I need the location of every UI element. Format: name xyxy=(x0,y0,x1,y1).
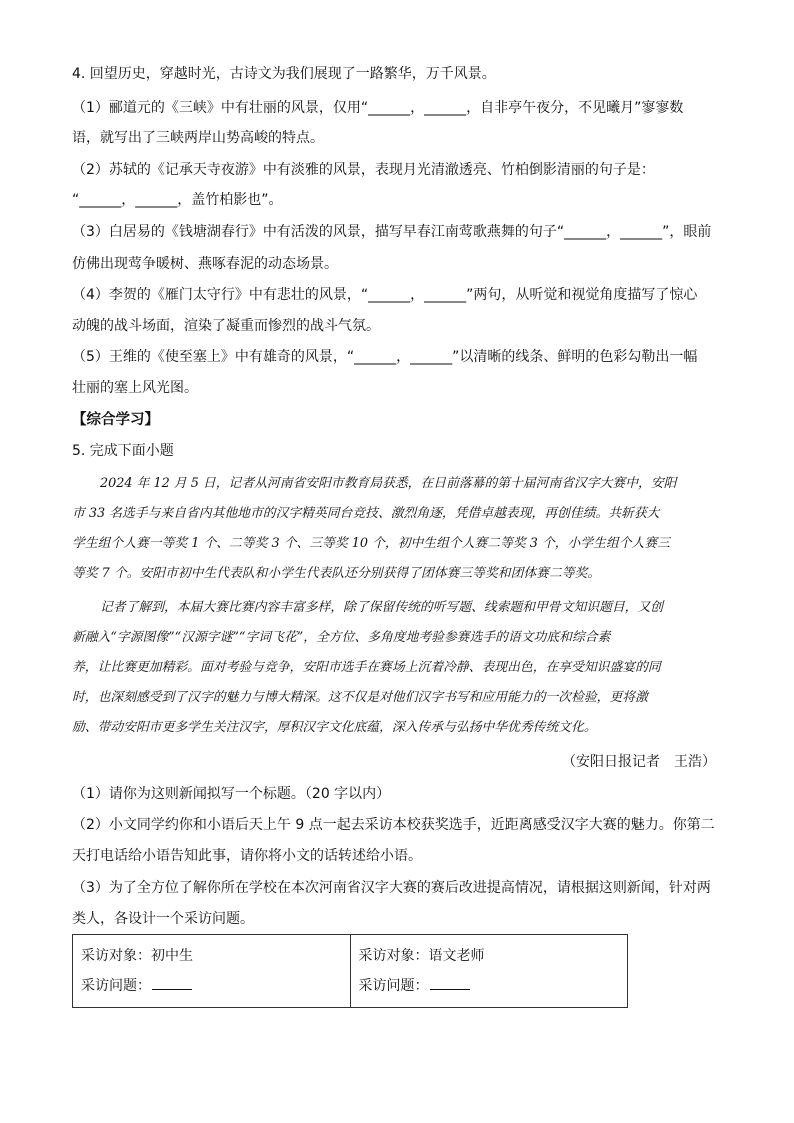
section-heading: 【综合学习】 xyxy=(72,412,159,428)
q4-sub2-line2: “______，______，盖竹柏影也”。 xyxy=(72,192,283,208)
interview-question-label: 采访问题： xyxy=(81,978,151,994)
news-paragraph-line: 励、带动安阳市更多学生关注汉字，厚积汉字文化底蕴，深入传承与弘扬中华优秀传统文化。 xyxy=(72,720,597,735)
news-paragraph-line: 学生组个人赛一等奖 1 个、二等奖 3 个、三等奖 10 个，初中生组个人赛二等奖 3 个，小学生组个人赛三 xyxy=(72,536,670,551)
news-paragraph-line: 2024 年 12 月 5 日，记者从河南省安阳市教育局获悉，在日前落幕的第十届河南省汉字大赛中，安阳 xyxy=(100,476,677,491)
q5-sub1: （1）请你为这则新闻拟写一个标题。（20 字以内） xyxy=(72,786,391,802)
q4-sub4-line2: 动魄的战斗场面，渲染了凝重而惨烈的战斗气氛。 xyxy=(72,318,380,334)
interview-target-label: 采访对象：语文老师 xyxy=(358,948,485,964)
news-paragraph-line: 记者了解到，本届大赛比赛内容丰富多样，除了保留传统的听写题、线索题和甲骨文知识题目，又创 xyxy=(100,600,664,615)
answer-blank[interactable] xyxy=(152,975,192,990)
q4-title: 4. 回望历史，穿越时光，古诗文为我们展现了一路繁华，万千风景。 xyxy=(72,66,496,82)
q4-sub4-line1: （4）李贺的《雁门太守行》中有悲壮的风景，“______，______”两句，从听觉和视觉角度描写了惊心 xyxy=(72,287,698,303)
interview-question-row xyxy=(81,971,342,1001)
q4-sub1-line2: 语，就写出了三峡两岸山势高峻的特点。 xyxy=(72,130,324,146)
news-paragraph-line: 养，让比赛更加精彩。面对考验与竞争，安阳市选手在赛场上沉着冷静、表现出色，在享受知识盛宴的同 xyxy=(72,660,661,675)
news-paragraph-line: 新融入“字源图像”“汉源字谜”“字词飞花”，全方位、多角度地考验参赛选手的语文功底和综合素 xyxy=(72,630,611,645)
q5-sub2-line2: 天打电话给小语告知此事，请你将小文的话转述给小语。 xyxy=(72,848,422,864)
interview-question-row xyxy=(359,971,620,1001)
interview-target-label: 采访对象：初中生 xyxy=(81,948,193,964)
q4-sub3-line2: 仿佛出现莺争暖树、燕啄春泥的动态场景。 xyxy=(72,256,338,272)
q4-sub5-line2: 壮丽的塞上风光图。 xyxy=(72,380,198,396)
interview-cell-teacher xyxy=(350,935,628,1008)
q4-sub1-line1: （1）郦道元的《三峡》中有壮丽的风景，仅用“______，______，自非亭午夜分，不见曦月”寥寥数 xyxy=(72,100,684,116)
q5-title: 5. 完成下面小题 xyxy=(72,443,174,459)
interview-question-label: 采访问题： xyxy=(358,978,429,994)
q5-sub3-line1: （3）为了全方位了解你所在学校在本次河南省汉字大赛的赛后改进提高情况，请根据这则新闻，针对两 xyxy=(72,880,711,896)
q4-sub5-line1: （5）王维的《使至塞上》中有雄奇的风景，“______，______”以清晰的线条、鲜明的色彩勾勒出一幅 xyxy=(72,349,698,365)
q5-sub3-line2: 类人，各设计一个采访问题。 xyxy=(72,911,254,927)
news-paragraph-line: 时，也深刻感受到了汉字的魅力与博大精深。这不仅是对他们汉字书写和应用能力的一次检验，更将激 xyxy=(72,690,648,705)
news-paragraph-line: 市 33 名选手与来自省内其他地市的汉字精英同台竞技、激烈角逐，凭借卓越表现，再创佳绩。共斩获大 xyxy=(72,506,660,521)
q4-sub3-line1: （3）白居易的《钱塘湖春行》中有活泼的风景，描写早春江南莺歌燕舞的句子“______，______”，眼前 xyxy=(72,224,712,240)
interview-table xyxy=(72,934,628,1008)
answer-blank[interactable] xyxy=(430,975,470,990)
q5-sub2-line1: （2）小文同学约你和小语后天上午 9 点一起去采访本校获奖选手，近距离感受汉字大赛的魅力。你第二 xyxy=(72,817,715,833)
interview-cell-student xyxy=(73,935,351,1008)
news-paragraph-line: 等奖 7 个。安阳市初中生代表队和小学生代表队还分别获得了团体赛三等奖和团体赛二等奖。 xyxy=(72,566,601,581)
q4-sub2-line1: （2）苏轼的《记承天寺夜游》中有淡雅的风景，表现月光清澈透亮、竹柏倒影清丽的句子是： xyxy=(72,162,655,178)
news-source: （安阳日报记者 王浩） xyxy=(562,754,716,770)
